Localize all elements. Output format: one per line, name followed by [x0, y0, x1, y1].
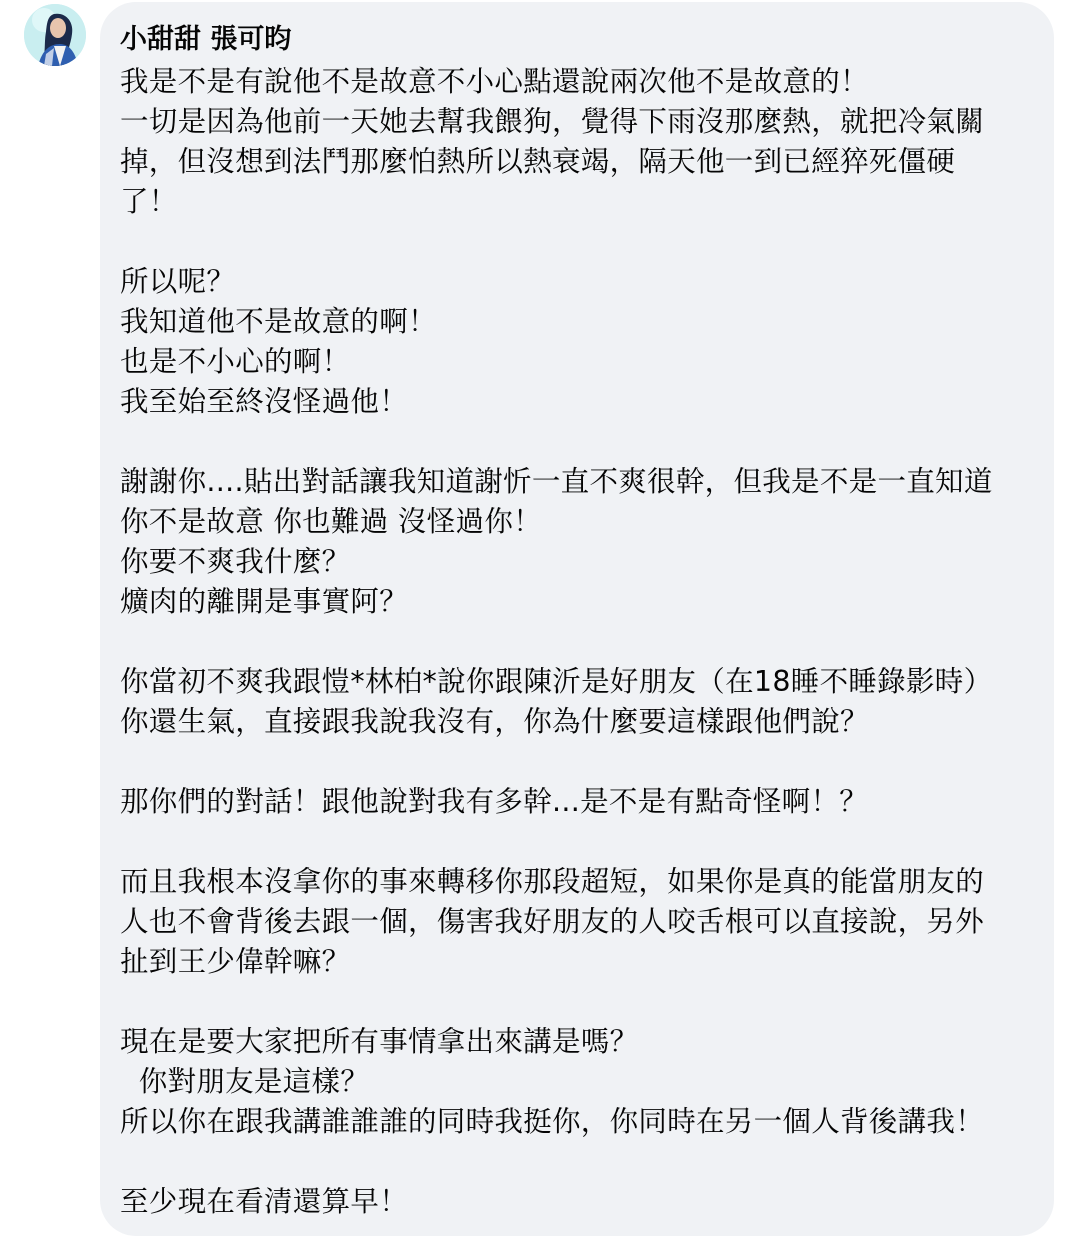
comment-line: 你當初不爽我跟愷*林柏*說你跟陳沂是好朋友（在18睡不睡錄影時） [120, 665, 993, 698]
comment-line [120, 982, 1034, 1022]
comment-line: 現在是要大家把所有事情拿出來講是嗎？ [120, 1025, 639, 1058]
comment-line: 了！ [120, 185, 178, 218]
comment-line: 我至始至終沒怪過他！ [120, 385, 409, 418]
comment-line: 也是不小心的啊！ [120, 345, 351, 378]
comment-line: 你要不爽我什麼？ [120, 545, 351, 578]
comment-line [120, 422, 1034, 462]
comment-line [120, 822, 1034, 862]
comment-line: 我知道他不是故意的啊！ [120, 305, 437, 338]
comment-line: 你還生氣，直接跟我說我沒有，你為什麼要這樣跟他們說？ [120, 705, 869, 738]
comment-author[interactable]: 小甜甜 張可昀 [120, 24, 292, 55]
comment-line: 掉，但沒想到法鬥那麼怕熱所以熱衰竭，隔天他一到已經猝死僵硬 [120, 145, 956, 178]
comment-line: 所以呢？ [120, 265, 236, 298]
comment-line: 爌肉的離開是事實阿？ [120, 585, 409, 618]
comment-line: 你對朋友是這樣？ [120, 1065, 370, 1098]
comment-line: 謝謝你....貼出對話讓我知道謝忻一直不爽很幹，但我是不是一直知道 [120, 465, 993, 498]
comment-bubble [100, 2, 1054, 1236]
comment-line: 至少現在看清還算早！ [120, 1185, 409, 1218]
profile-photo-icon [24, 4, 86, 66]
comment-line [120, 622, 1034, 662]
comment-line: 扯到王少偉幹嘛？ [120, 945, 351, 978]
comment-line: 而且我根本沒拿你的事來轉移你那段超短，如果你是真的能當朋友的 [120, 865, 985, 898]
comment-line: 人也不會背後去跟一個，傷害我好朋友的人咬舌根可以直接說，另外 [120, 905, 985, 938]
comment-line: 那你們的對話！跟他說對我有多幹...是不是有點奇怪啊！？ [120, 785, 869, 818]
comment-line: 我是不是有說他不是故意不小心點還說兩次他不是故意的！ [120, 65, 869, 98]
comment-text [120, 62, 1034, 1222]
comment-line: 所以你在跟我講誰誰誰的同時我挺你，你同時在另一個人背後講我！ [120, 1105, 985, 1138]
comment-line: 你不是故意 你也難過 沒怪過你！ [120, 505, 542, 538]
comment-line: 一切是因為他前一天她去幫我餵狗，覺得下雨沒那麼熱，就把冷氣關 [120, 105, 985, 138]
comment-line [120, 1142, 1034, 1182]
comment-line [120, 222, 1034, 262]
comment-line [120, 742, 1034, 782]
avatar[interactable] [24, 4, 86, 66]
